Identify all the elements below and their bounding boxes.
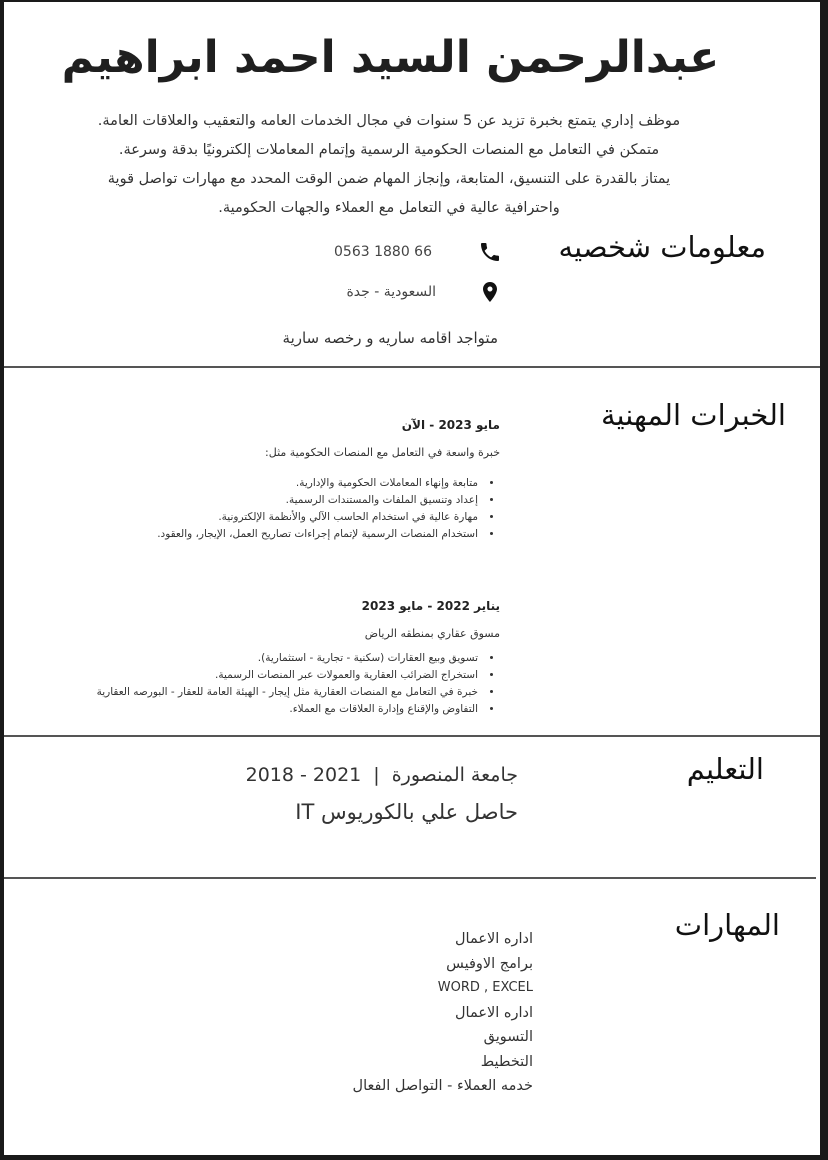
list-item: التخطيط [480, 1053, 533, 1070]
phone-row [334, 240, 502, 264]
degree-text: حاصل علي بالكوريوس IT [295, 800, 518, 824]
skills-list [353, 927, 533, 1099]
list-item: • استخراج الضرائب العقارية والعمولات عبر المنصات الرسمية. [30, 667, 480, 684]
list-item: • متابعة وإنهاء المعاملات الحكومية والإدارية. [40, 475, 480, 492]
divider [4, 735, 820, 737]
university-name: جامعة المنصورة [391, 764, 518, 786]
list-item: • تسويق وبيع العقارات (سكنية - تجارية - استثمارية). [30, 650, 480, 667]
summary-line: واحترافية عالية في التعامل مع العملاء والجهات الحكومية. [218, 200, 560, 216]
separator: | [373, 764, 380, 786]
skills-title: المهارات [674, 908, 780, 942]
list-item: خدمه العملاء - التواصل الفعال [352, 1078, 533, 1094]
phone-number: 0563 1880 66 [334, 244, 432, 260]
list-item: • خبرة في التعامل مع المنصات العقارية مثل إيجار - الهيئة العامة للعقار - البورصه العقارية [30, 684, 480, 701]
education-line [246, 764, 518, 786]
job-description: خبرة واسعة في التعامل مع المنصات الحكومية مثل: [265, 446, 500, 459]
summary-line: موظف إداري يتمتع بخبرة تزيد عن 5 سنوات في مجال الخدمات العامه والتعقيب والعلاقات العامة. [97, 113, 681, 129]
residency-text: متواجد اقامه ساريه و رخصه سارية [282, 329, 498, 347]
list-item: برامج الاوفيس [446, 955, 533, 972]
list-item: التسويق [483, 1029, 533, 1045]
personal-info-title: معلومات شخصيه [558, 230, 766, 264]
list-item: اداره الاعمال [454, 1004, 533, 1021]
divider [4, 877, 816, 879]
list-item: • إعداد وتنسيق الملفات والمستندات الرسمية. [40, 492, 480, 509]
summary-line: يمتاز بالقدرة على التنسيق، المتابعة، وإنجاز المهام ضمن الوقت المحدد مع مهارات تواصل قوية [107, 171, 671, 187]
job-date: يناير 2022 - مايو 2023 [361, 599, 500, 613]
job-description: مسوق عقاري بمنطقه الرياض [364, 627, 500, 640]
list-item: • استخدام المنصات الرسمية لإتمام إجراءات تصاريح العمل، الإيجار، والعقود. [40, 526, 480, 543]
job-date: مايو 2023 - الآن [401, 418, 500, 432]
resume-name: عبدالرحمن السيد احمد ابراهيم [61, 32, 720, 83]
summary [64, 107, 714, 223]
location-text: السعودية - جدة [346, 284, 436, 300]
job-entry [30, 599, 500, 718]
experience-title: الخبرات المهنية [600, 398, 786, 432]
location-row [346, 280, 502, 304]
location-pin-icon [478, 280, 502, 304]
education-years: 2018 - 2021 [245, 764, 362, 786]
job-bullets [40, 475, 500, 543]
list-item: • التفاوض والإقناع وإدارة العلاقات مع العملاء. [30, 701, 480, 718]
job-entry [40, 418, 500, 543]
list-item: • مهارة عالية في استخدام الحاسب الآلي والأنظمة الإلكترونية. [40, 509, 480, 526]
list-item: WORD , EXCEL [437, 980, 533, 995]
divider [4, 366, 820, 368]
summary-line: متمكن في التعامل مع المنصات الحكومية الرسمية وإتمام المعاملات إلكترونيًا بدقة وسرعة. [118, 142, 660, 158]
resume-page [4, 2, 820, 1155]
phone-icon [478, 240, 502, 264]
job-bullets [30, 650, 500, 718]
education-title: التعليم [686, 752, 764, 786]
list-item: اداره الاعمال [454, 931, 533, 947]
